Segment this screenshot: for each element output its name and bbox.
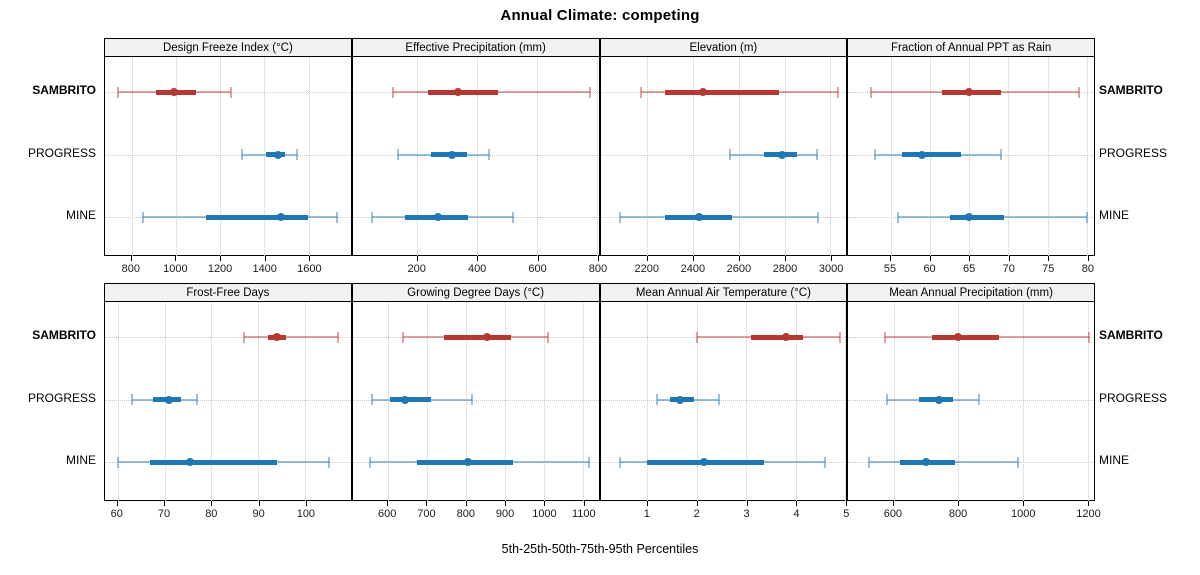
- axis-tick-label: 70: [1002, 263, 1015, 275]
- gridline-vertical: [693, 57, 694, 256]
- iqr-bar-progress: [390, 397, 431, 402]
- plot-area-effective-precipitation: [353, 57, 599, 256]
- median-dot-sambrito: [782, 333, 790, 341]
- whisker-cap: [619, 212, 621, 223]
- axis-tick-label: 1200: [207, 263, 233, 275]
- whisker-cap: [1086, 212, 1088, 223]
- median-dot-sambrito: [699, 88, 707, 96]
- axis-tick-label: 2200: [634, 263, 659, 275]
- panel-effective-precipitation: [352, 38, 600, 256]
- median-dot-sambrito: [954, 333, 962, 341]
- axis-tick-mark: [538, 256, 539, 261]
- gridline-vertical: [796, 302, 797, 501]
- iqr-bar-sambrito: [444, 335, 510, 340]
- whisker-cap: [117, 457, 119, 468]
- whisker-cap: [512, 212, 514, 223]
- whisker-cap: [718, 394, 720, 405]
- panel-frost-free-days: [104, 283, 352, 501]
- median-dot-sambrito: [483, 333, 491, 341]
- iqr-bar-sambrito: [428, 90, 498, 95]
- whisker-cap: [397, 149, 399, 160]
- axis-tick-mark: [117, 501, 118, 506]
- whisker-cap: [1000, 149, 1002, 160]
- axis-tick-label: 1: [643, 508, 650, 520]
- whisker-cap: [131, 394, 133, 405]
- percentile-whisker-sambrito: [244, 336, 338, 338]
- axis-tick-mark: [893, 501, 894, 506]
- axis-tick-mark: [697, 501, 698, 506]
- axis-tick-label: 65: [963, 263, 976, 275]
- axis-tick-label: 800: [121, 263, 140, 275]
- axis-tick-mark: [647, 501, 648, 506]
- axis-tick-mark: [175, 256, 176, 261]
- axis-tick-label: 2400: [680, 263, 706, 275]
- whisker-cap: [371, 212, 373, 223]
- plot-area-growing-degree-days: [353, 302, 599, 501]
- plot-area-mean-annual-precipitation: [848, 302, 1094, 501]
- whisker-cap: [839, 332, 841, 343]
- gridline-vertical: [1048, 57, 1049, 256]
- gridline-vertical: [746, 302, 747, 501]
- whisker-cap: [588, 457, 590, 468]
- gridline-vertical: [583, 302, 584, 501]
- iqr-bar-sambrito: [665, 90, 779, 95]
- median-dot-progress: [274, 151, 282, 159]
- plot-area-mean-annual-air-temperature: [601, 302, 847, 501]
- whisker-cap: [328, 457, 330, 468]
- axis-tick-label: 400: [467, 263, 487, 275]
- axis-tick-mark: [969, 256, 970, 261]
- panel-design-freeze-index: [104, 38, 352, 256]
- axis-tick-label: 3000: [818, 263, 844, 275]
- strip-label-frost-free-days: Frost-Free Days: [105, 284, 351, 302]
- axis-tick-label: 1000: [163, 263, 188, 275]
- plot-area-design-freeze-index: [105, 57, 351, 256]
- axis-tick-label: 5: [843, 508, 850, 520]
- whisker-cap: [589, 87, 591, 98]
- gridline-vertical: [477, 57, 478, 256]
- gridline-vertical: [830, 57, 831, 256]
- whisker-cap: [729, 149, 731, 160]
- axis-tick-mark: [747, 501, 748, 506]
- iqr-bar-progress: [902, 152, 961, 157]
- axis-tick-mark: [1088, 256, 1089, 261]
- plot-area-frost-free-days: [105, 302, 351, 501]
- axis-tick-mark: [544, 501, 545, 506]
- panel-fraction-annual-ppt-rain: [847, 38, 1095, 256]
- row-label-sambrito: SAMBRITO: [1099, 83, 1163, 98]
- strip-label-mean-annual-precipitation: Mean Annual Precipitation (mm): [848, 284, 1094, 302]
- iqr-bar-mine: [206, 215, 308, 220]
- whisker-cap: [1078, 87, 1080, 98]
- axis-tick-label: 1000: [532, 508, 557, 520]
- gridline-vertical: [132, 57, 133, 256]
- whisker-cap: [471, 394, 473, 405]
- whisker-cap: [978, 394, 980, 405]
- gridline-vertical: [845, 302, 846, 501]
- strip-label-mean-annual-air-temperature: Mean Annual Air Temperature (°C): [601, 284, 847, 302]
- axis-tick-mark: [958, 501, 959, 506]
- row-label-sambrito: SAMBRITO: [32, 83, 96, 98]
- gridline-vertical: [258, 302, 259, 501]
- axis-tick-mark: [466, 501, 467, 506]
- axis-tick-mark: [309, 256, 310, 261]
- gridline-vertical: [894, 302, 895, 501]
- whisker-cap: [1088, 332, 1090, 343]
- axis-tick-mark: [387, 501, 388, 506]
- gridline-vertical: [118, 302, 119, 501]
- whisker-cap: [337, 332, 339, 343]
- iqr-bar-mine: [950, 215, 1005, 220]
- row-label-mine: MINE: [66, 453, 96, 468]
- axis-tick-mark: [426, 501, 427, 506]
- median-dot-progress: [935, 396, 943, 404]
- gridline-vertical: [1008, 57, 1009, 256]
- strip-label-elevation: Elevation (m): [601, 39, 847, 57]
- median-dot-sambrito: [965, 88, 973, 96]
- axis-caption: 5th-25th-50th-75th-95th Percentiles: [501, 542, 699, 556]
- axis-tick-mark: [1088, 501, 1089, 506]
- axis-tick-label: 80: [205, 508, 218, 520]
- gridline-vertical: [505, 302, 506, 501]
- whisker-cap: [817, 212, 819, 223]
- row-label-mine: MINE: [66, 208, 96, 223]
- gridline-vertical: [958, 302, 959, 501]
- gridline-vertical: [891, 57, 892, 256]
- axis-tick-label: 4: [793, 508, 800, 520]
- axis-tick-mark: [785, 256, 786, 261]
- plot-area-fraction-annual-ppt-rain: [848, 57, 1094, 256]
- axis-tick-label: 700: [417, 508, 436, 520]
- strip-label-effective-precipitation: Effective Precipitation (mm): [353, 39, 599, 57]
- row-label-mine: MINE: [1099, 208, 1129, 223]
- axis-tick-mark: [647, 256, 648, 261]
- axis-tick-mark: [1023, 501, 1024, 506]
- row-label-progress: PROGRESS: [1099, 390, 1168, 405]
- axis-tick-label: 800: [456, 508, 475, 520]
- axis-tick-label: 2800: [772, 263, 798, 275]
- axis-tick-label: 70: [157, 508, 171, 520]
- whisker-cap: [336, 212, 338, 223]
- row-label-sambrito: SAMBRITO: [1099, 328, 1163, 343]
- gridline-vertical: [388, 302, 389, 501]
- whisker-cap: [619, 457, 621, 468]
- axis-tick-mark: [693, 256, 694, 261]
- axis-tick-mark: [306, 501, 307, 506]
- gridline-vertical: [211, 302, 212, 501]
- axis-tick-label: 600: [883, 508, 903, 520]
- whisker-cap: [296, 149, 298, 160]
- row-label-progress: PROGRESS: [1099, 145, 1168, 160]
- whisker-cap: [868, 457, 870, 468]
- axis-tick-mark: [1048, 256, 1049, 261]
- gridline-vertical: [597, 57, 598, 256]
- whisker-cap: [696, 332, 698, 343]
- whisker-cap: [837, 87, 839, 98]
- axis-tick-mark: [584, 501, 585, 506]
- axis-tick-label: 800: [948, 508, 968, 520]
- whisker-cap: [392, 87, 394, 98]
- axis-tick-label: 800: [588, 263, 608, 275]
- axis-tick-mark: [164, 501, 165, 506]
- chart-title: Annual Climate: competing: [500, 7, 700, 24]
- axis-tick-mark: [846, 501, 847, 506]
- whisker-cap: [117, 87, 119, 98]
- axis-tick-label: 60: [923, 263, 936, 275]
- whisker-cap: [874, 149, 876, 160]
- axis-tick-label: 600: [377, 508, 397, 520]
- median-dot-sambrito: [454, 88, 462, 96]
- axis-tick-mark: [796, 501, 797, 506]
- axis-tick-mark: [220, 256, 221, 261]
- axis-tick-mark: [1009, 256, 1010, 261]
- whisker-cap: [640, 87, 642, 98]
- axis-tick-label: 2: [693, 508, 700, 520]
- median-dot-mine: [277, 213, 285, 221]
- plot-area-elevation: [601, 57, 847, 256]
- median-dot-progress: [448, 151, 456, 159]
- axis-tick-mark: [831, 256, 832, 261]
- whisker-cap: [824, 457, 826, 468]
- median-dot-sambrito: [273, 333, 281, 341]
- strip-label-growing-degree-days: Growing Degree Days (°C): [353, 284, 599, 302]
- whisker-cap: [371, 394, 373, 405]
- whisker-cap: [243, 332, 245, 343]
- median-dot-progress: [165, 396, 173, 404]
- panel-mean-annual-air-temperature: [600, 283, 848, 501]
- iqr-bar-sambrito: [932, 335, 998, 340]
- whisker-cap: [886, 394, 888, 405]
- whisker-cap: [884, 332, 886, 343]
- axis-tick-label: 1200: [1076, 508, 1101, 520]
- whisker-cap: [816, 149, 818, 160]
- axis-tick-mark: [505, 501, 506, 506]
- axis-tick-mark: [131, 256, 132, 261]
- gridline-vertical: [739, 57, 740, 256]
- panel-elevation: [600, 38, 848, 256]
- whisker-cap: [897, 212, 899, 223]
- gridline-vertical: [1087, 57, 1088, 256]
- gridline-vertical: [537, 57, 538, 256]
- whisker-cap: [402, 332, 404, 343]
- median-dot-progress: [401, 396, 409, 404]
- whisker-cap: [196, 394, 198, 405]
- axis-tick-mark: [211, 501, 212, 506]
- whisker-cap: [230, 87, 232, 98]
- whisker-cap: [488, 149, 490, 160]
- gridline-vertical: [969, 57, 970, 256]
- gridline-horizontal: [601, 400, 847, 401]
- panel-growing-degree-days: [352, 283, 600, 501]
- axis-tick-mark: [739, 256, 740, 261]
- whisker-cap: [656, 394, 658, 405]
- row-label-progress: PROGRESS: [27, 145, 96, 160]
- whisker-cap: [241, 149, 243, 160]
- axis-tick-mark: [598, 256, 599, 261]
- axis-tick-label: 600: [528, 263, 547, 275]
- whisker-cap: [870, 87, 872, 98]
- axis-tick-label: 75: [1042, 263, 1055, 275]
- iqr-bar-mine: [150, 460, 277, 465]
- axis-tick-label: 1100: [571, 508, 596, 520]
- row-label-mine: MINE: [1099, 453, 1129, 468]
- median-dot-progress: [918, 151, 926, 159]
- strip-label-fraction-annual-ppt-rain: Fraction of Annual PPT as Rain: [848, 39, 1094, 57]
- axis-tick-mark: [265, 256, 266, 261]
- whisker-cap: [547, 332, 549, 343]
- gridline-horizontal: [105, 155, 351, 156]
- median-dot-mine: [186, 458, 194, 466]
- axis-tick-label: 1400: [252, 263, 277, 275]
- axis-tick-mark: [890, 256, 891, 261]
- median-dot-mine: [700, 458, 708, 466]
- gridline-vertical: [647, 302, 648, 501]
- whisker-cap: [369, 457, 371, 468]
- median-dot-mine: [464, 458, 472, 466]
- median-dot-progress: [676, 396, 684, 404]
- axis-tick-mark: [930, 256, 931, 261]
- axis-tick-mark: [477, 256, 478, 261]
- gridline-vertical: [1023, 302, 1024, 501]
- gridline-vertical: [305, 302, 306, 501]
- whisker-cap: [1017, 457, 1019, 468]
- axis-tick-label: 900: [495, 508, 515, 520]
- gridline-vertical: [544, 302, 545, 501]
- gridline-vertical: [417, 57, 418, 256]
- row-label-sambrito: SAMBRITO: [32, 328, 96, 343]
- axis-tick-label: 2600: [726, 263, 752, 275]
- axis-tick-label: 3: [743, 508, 750, 520]
- axis-tick-label: 1000: [1011, 508, 1036, 520]
- axis-tick-label: 55: [883, 263, 897, 275]
- gridline-vertical: [220, 57, 221, 256]
- axis-tick-label: 1600: [297, 263, 322, 275]
- strip-label-design-freeze-index: Design Freeze Index (°C): [105, 39, 351, 57]
- axis-tick-mark: [417, 256, 418, 261]
- row-label-progress: PROGRESS: [27, 390, 96, 405]
- gridline-vertical: [176, 57, 177, 256]
- iqr-bar-sambrito: [751, 335, 803, 340]
- axis-tick-label: 100: [296, 508, 316, 520]
- axis-tick-label: 200: [407, 263, 426, 275]
- median-dot-mine: [434, 213, 442, 221]
- axis-tick-label: 80: [1081, 263, 1094, 275]
- median-dot-mine: [965, 213, 973, 221]
- gridline-vertical: [309, 57, 310, 256]
- panel-mean-annual-precipitation: [847, 283, 1095, 501]
- axis-tick-label: 60: [110, 508, 123, 520]
- gridline-vertical: [647, 57, 648, 256]
- axis-tick-label: 90: [252, 508, 265, 520]
- whisker-cap: [142, 212, 144, 223]
- axis-tick-mark: [259, 501, 260, 506]
- median-dot-mine: [922, 458, 930, 466]
- median-dot-mine: [695, 213, 703, 221]
- gridline-vertical: [466, 302, 467, 501]
